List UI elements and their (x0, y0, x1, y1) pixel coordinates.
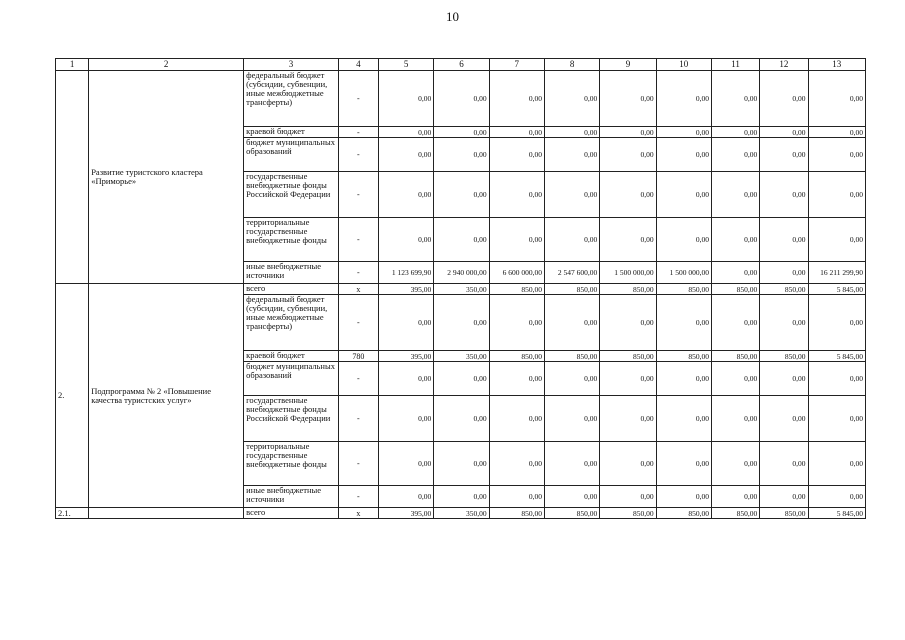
amount-cell: 0,00 (808, 71, 865, 127)
budget-code: x (338, 284, 378, 295)
amount-cell: 850,00 (760, 351, 808, 362)
amount-cell: 850,00 (760, 284, 808, 295)
funding-source: территориальные государственные внебюджетные фонды (244, 442, 339, 486)
amount-cell: 0,00 (378, 295, 433, 351)
amount-cell: 850,00 (600, 351, 656, 362)
amount-cell: 2 547 600,00 (544, 262, 599, 284)
amount-cell: 0,00 (600, 486, 656, 508)
column-header: 8 (544, 59, 599, 71)
amount-cell: 395,00 (378, 351, 433, 362)
amount-cell: 0,00 (656, 442, 711, 486)
amount-cell: 0,00 (711, 295, 759, 351)
funding-source: всего (244, 284, 339, 295)
table-row (56, 284, 866, 295)
amount-cell: 0,00 (434, 71, 489, 127)
budget-code: - (338, 486, 378, 508)
column-header: 7 (489, 59, 544, 71)
amount-cell: 0,00 (544, 486, 599, 508)
amount-cell: 0,00 (760, 362, 808, 396)
funding-source: всего (244, 508, 339, 519)
amount-cell: 0,00 (544, 172, 599, 218)
column-header: 2 (89, 59, 244, 71)
amount-cell: 0,00 (711, 396, 759, 442)
amount-cell: 0,00 (711, 442, 759, 486)
amount-cell: 5 845,00 (808, 508, 865, 519)
amount-cell: 0,00 (378, 127, 433, 138)
row-index: 2.1. (56, 508, 89, 519)
amount-cell: 0,00 (600, 362, 656, 396)
amount-cell: 0,00 (489, 442, 544, 486)
amount-cell: 0,00 (600, 138, 656, 172)
amount-cell: 0,00 (434, 396, 489, 442)
amount-cell: 0,00 (544, 295, 599, 351)
amount-cell: 0,00 (711, 486, 759, 508)
budget-code: - (338, 172, 378, 218)
amount-cell: 0,00 (489, 295, 544, 351)
funding-source: территориальные государственные внебюджетные фонды (244, 218, 339, 262)
amount-cell: 850,00 (544, 284, 599, 295)
row-index (56, 71, 89, 284)
column-header: 1 (56, 59, 89, 71)
amount-cell: 0,00 (434, 138, 489, 172)
amount-cell: 0,00 (808, 362, 865, 396)
amount-cell: 0,00 (489, 71, 544, 127)
amount-cell: 0,00 (378, 218, 433, 262)
column-header: 5 (378, 59, 433, 71)
amount-cell: 850,00 (600, 508, 656, 519)
amount-cell: 0,00 (760, 295, 808, 351)
amount-cell: 0,00 (656, 71, 711, 127)
amount-cell: 0,00 (489, 172, 544, 218)
budget-code: - (338, 396, 378, 442)
amount-cell: 0,00 (434, 486, 489, 508)
amount-cell: 0,00 (808, 396, 865, 442)
funding-source: иные внебюджетные источники (244, 486, 339, 508)
amount-cell: 350,00 (434, 284, 489, 295)
budget-code: - (338, 218, 378, 262)
amount-cell: 0,00 (600, 218, 656, 262)
budget-code: - (338, 295, 378, 351)
amount-cell: 0,00 (760, 396, 808, 442)
program-title (89, 508, 244, 519)
amount-cell: 0,00 (489, 138, 544, 172)
amount-cell: 850,00 (711, 508, 759, 519)
amount-cell: 0,00 (378, 396, 433, 442)
amount-cell: 850,00 (489, 351, 544, 362)
funding-source: краевой бюджет (244, 351, 339, 362)
amount-cell: 0,00 (711, 127, 759, 138)
amount-cell: 0,00 (711, 138, 759, 172)
amount-cell: 0,00 (378, 442, 433, 486)
budget-code: 780 (338, 351, 378, 362)
amount-cell: 850,00 (489, 508, 544, 519)
funding-source: государственные внебюджетные фонды Российской Федерации (244, 396, 339, 442)
amount-cell: 850,00 (489, 284, 544, 295)
amount-cell: 0,00 (760, 486, 808, 508)
amount-cell: 0,00 (378, 486, 433, 508)
amount-cell: 0,00 (434, 127, 489, 138)
column-header: 11 (711, 59, 759, 71)
funding-source: краевой бюджет (244, 127, 339, 138)
amount-cell: 0,00 (434, 218, 489, 262)
amount-cell: 0,00 (808, 486, 865, 508)
amount-cell: 0,00 (656, 127, 711, 138)
amount-cell: 0,00 (656, 172, 711, 218)
amount-cell: 0,00 (544, 218, 599, 262)
budget-code: - (338, 138, 378, 172)
column-header: 10 (656, 59, 711, 71)
amount-cell: 0,00 (544, 362, 599, 396)
amount-cell: 850,00 (656, 508, 711, 519)
budget-code: - (338, 442, 378, 486)
amount-cell: 0,00 (600, 127, 656, 138)
program-title: Развитие туристского кластера «Приморье» (89, 71, 244, 284)
amount-cell: 0,00 (656, 396, 711, 442)
funding-source: федеральный бюджет (субсидии, субвенции, иные межбюджетные трансферты) (244, 295, 339, 351)
amount-cell: 0,00 (378, 362, 433, 396)
amount-cell: 350,00 (434, 351, 489, 362)
amount-cell: 0,00 (711, 218, 759, 262)
amount-cell: 0,00 (808, 442, 865, 486)
table-row (56, 508, 866, 519)
funding-source: государственные внебюджетные фонды Российской Федерации (244, 172, 339, 218)
column-header: 3 (244, 59, 339, 71)
amount-cell: 0,00 (489, 218, 544, 262)
amount-cell: 0,00 (544, 396, 599, 442)
amount-cell: 0,00 (434, 172, 489, 218)
funding-source: бюджет муниципальных образований (244, 362, 339, 396)
amount-cell: 0,00 (656, 138, 711, 172)
amount-cell: 1 500 000,00 (600, 262, 656, 284)
amount-cell: 0,00 (600, 172, 656, 218)
column-header: 6 (434, 59, 489, 71)
amount-cell: 1 123 699,90 (378, 262, 433, 284)
amount-cell: 5 845,00 (808, 284, 865, 295)
amount-cell: 850,00 (600, 284, 656, 295)
amount-cell: 5 845,00 (808, 351, 865, 362)
column-header: 13 (808, 59, 865, 71)
amount-cell: 0,00 (711, 172, 759, 218)
amount-cell: 0,00 (378, 138, 433, 172)
budget-table (55, 58, 866, 519)
amount-cell: 0,00 (656, 218, 711, 262)
budget-code: x (338, 508, 378, 519)
amount-cell: 0,00 (760, 218, 808, 262)
amount-cell: 16 211 299,90 (808, 262, 865, 284)
amount-cell: 0,00 (489, 362, 544, 396)
amount-cell: 850,00 (656, 351, 711, 362)
amount-cell: 850,00 (711, 284, 759, 295)
amount-cell: 0,00 (808, 138, 865, 172)
column-header: 4 (338, 59, 378, 71)
budget-code: - (338, 71, 378, 127)
amount-cell: 0,00 (656, 486, 711, 508)
amount-cell: 350,00 (434, 508, 489, 519)
table-header-row (56, 59, 866, 71)
amount-cell: 0,00 (434, 295, 489, 351)
funding-source: иные внебюджетные источники (244, 262, 339, 284)
amount-cell: 0,00 (711, 262, 759, 284)
amount-cell: 0,00 (711, 71, 759, 127)
amount-cell: 850,00 (656, 284, 711, 295)
amount-cell: 0,00 (378, 71, 433, 127)
funding-source: бюджет муниципальных образований (244, 138, 339, 172)
amount-cell: 850,00 (544, 351, 599, 362)
row-index: 2. (56, 284, 89, 508)
budget-code: - (338, 262, 378, 284)
amount-cell: 0,00 (378, 172, 433, 218)
amount-cell: 0,00 (434, 362, 489, 396)
amount-cell: 0,00 (489, 396, 544, 442)
table-body (56, 71, 866, 519)
amount-cell: 2 940 000,00 (434, 262, 489, 284)
amount-cell: 850,00 (544, 508, 599, 519)
column-header: 9 (600, 59, 656, 71)
amount-cell: 0,00 (544, 442, 599, 486)
amount-cell: 0,00 (489, 486, 544, 508)
amount-cell: 0,00 (760, 262, 808, 284)
amount-cell: 0,00 (760, 442, 808, 486)
amount-cell: 0,00 (760, 71, 808, 127)
amount-cell: 850,00 (711, 351, 759, 362)
amount-cell: 0,00 (711, 362, 759, 396)
program-title: Подпрограмма № 2 «Повышение качества туристских услуг» (89, 284, 244, 508)
amount-cell: 0,00 (434, 442, 489, 486)
amount-cell: 0,00 (600, 442, 656, 486)
amount-cell: 0,00 (760, 172, 808, 218)
amount-cell: 0,00 (544, 127, 599, 138)
amount-cell: 0,00 (808, 295, 865, 351)
budget-code: - (338, 127, 378, 138)
column-header: 12 (760, 59, 808, 71)
amount-cell: 0,00 (656, 295, 711, 351)
amount-cell: 0,00 (808, 172, 865, 218)
amount-cell: 0,00 (600, 71, 656, 127)
amount-cell: 1 500 000,00 (656, 262, 711, 284)
amount-cell: 0,00 (656, 362, 711, 396)
amount-cell: 0,00 (489, 127, 544, 138)
funding-source: федеральный бюджет (субсидии, субвенции, иные межбюджетные трансферты) (244, 71, 339, 127)
amount-cell: 395,00 (378, 508, 433, 519)
amount-cell: 0,00 (600, 396, 656, 442)
amount-cell: 850,00 (760, 508, 808, 519)
amount-cell: 0,00 (544, 71, 599, 127)
amount-cell: 0,00 (600, 295, 656, 351)
budget-code: - (338, 362, 378, 396)
page-number: 10 (446, 9, 459, 24)
amount-cell: 0,00 (760, 138, 808, 172)
amount-cell: 0,00 (760, 127, 808, 138)
amount-cell: 395,00 (378, 284, 433, 295)
table-row (56, 71, 866, 127)
amount-cell: 0,00 (544, 138, 599, 172)
amount-cell: 0,00 (808, 218, 865, 262)
amount-cell: 6 600 000,00 (489, 262, 544, 284)
amount-cell: 0,00 (808, 127, 865, 138)
